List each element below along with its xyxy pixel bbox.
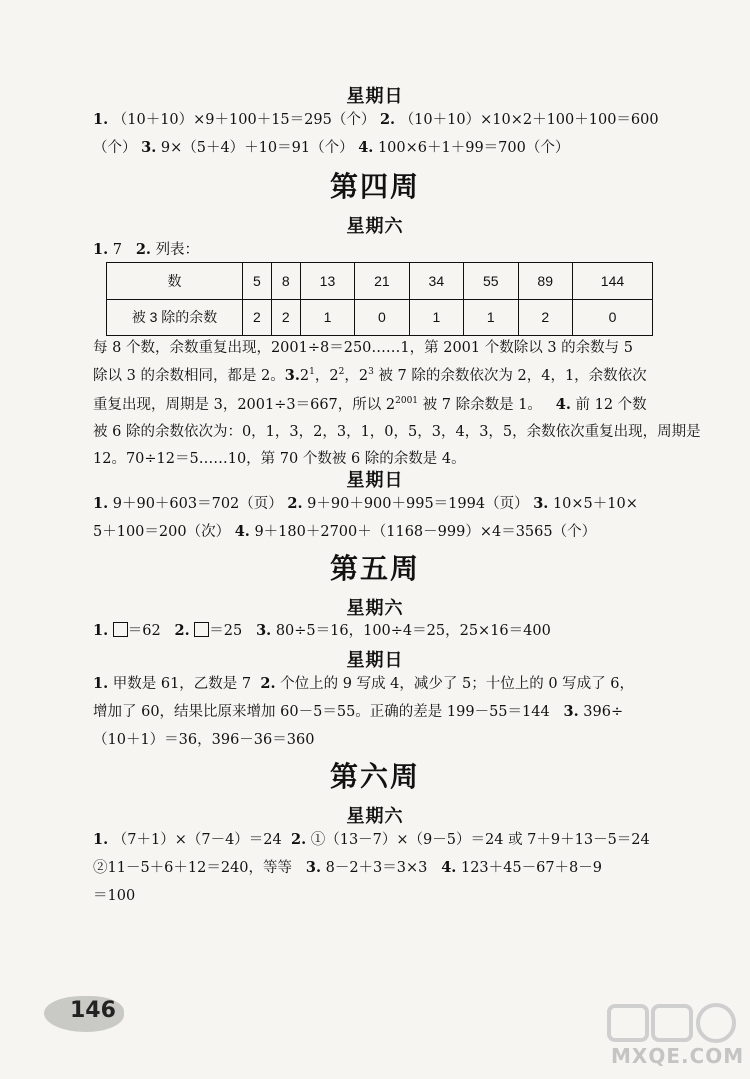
item-number: 4. [555, 395, 571, 413]
page-number: 146 [70, 998, 116, 1023]
exponent: 2 [338, 367, 345, 378]
item-number: 2. [260, 675, 276, 692]
paragraph-line: 被 6 除的余数依次为：0，1，3，2，3，1，0，5，3，4，3，5，余数依次重复出现，周期是 [93, 423, 701, 440]
answer-text: 被 7 除余数是 1。 [418, 396, 542, 413]
answer-text: （10＋10）×9＋100＋15＝295（个） [112, 112, 376, 128]
table-cell: 55 [464, 263, 518, 300]
answer-text: 增加了 60，结果比原来增加 60－5＝55。正确的差是 199－55＝144 [93, 704, 550, 721]
table-cell: 被 3 除的余数 [107, 299, 243, 336]
answer-text: 9＋90＋900＋995＝1994（页） [307, 496, 529, 512]
week-title-5: 第五周 [329, 552, 420, 585]
week-title-4: 第四周 [329, 170, 420, 203]
answer-text: 396÷ [583, 704, 624, 721]
table-cell: 1 [300, 299, 354, 336]
table-cell: 21 [355, 263, 409, 300]
blank-box-icon [194, 622, 209, 637]
answer-text: ＝25 [209, 623, 243, 639]
heading-sunday-5: 星期日 [346, 650, 404, 671]
answer-text: 前 12 个数 [575, 396, 647, 413]
item-number: 4. [234, 523, 250, 541]
item-number: 2. [135, 241, 151, 258]
remainder-table [106, 262, 653, 336]
answers-week4-sunday [93, 490, 673, 547]
table-cell: 5 [243, 263, 272, 300]
paragraph-line: 每 8 个数，余数重复出现，2001÷8＝250……1，第 2001 个数除以 3 的余数与 5 [93, 340, 634, 356]
item-number: 1. [93, 831, 109, 848]
item-number: 3. [141, 139, 157, 157]
item-number: 3. [563, 703, 579, 721]
paragraph-line: ＝100 [93, 887, 136, 904]
heading-saturday-6: 星期六 [346, 806, 404, 827]
item-number: 2. [174, 622, 190, 639]
answer-text: ，2 [344, 368, 369, 385]
answer-text: 9＋180＋2700＋（1168－999）×4＝3565（个） [254, 524, 597, 541]
table-cell: 8 [271, 263, 300, 300]
item-number: 3. [305, 859, 321, 877]
answer-text: ，2 [314, 368, 339, 385]
item-number: 1. [93, 495, 109, 512]
heading-saturday-5: 星期六 [346, 598, 404, 619]
item-number: 1. [93, 111, 109, 128]
item-number: 4. [358, 139, 374, 157]
item-number: 3. [284, 367, 300, 385]
item-number: 4. [441, 859, 457, 877]
exponent: 1 [309, 367, 315, 378]
table-cell: 0 [355, 299, 409, 336]
table-row [107, 299, 653, 336]
table-cell: 2 [518, 299, 572, 336]
item-number: 2. [290, 831, 307, 848]
answer-text: 80÷5＝16，100÷4＝25，25×16＝400 [275, 623, 551, 639]
heading-sunday-1: 星期日 [346, 86, 404, 107]
answer-text: 9×（5＋4）＋10＝91（个） [160, 140, 354, 157]
answer-text: ①（13－7）×（9－5）＝24 或 7＋9＋13－5＝24 [310, 832, 650, 848]
answer-text: 9＋90＋603＝702（页） [112, 496, 283, 512]
heading-sunday-4: 星期日 [346, 470, 404, 491]
table-cell: 2 [243, 299, 272, 336]
answer-text: （个） [93, 140, 137, 157]
answer-text: （10＋10）×10×2＋100＋100＝600 [399, 112, 659, 128]
table-cell: 89 [518, 263, 572, 300]
item-number: 1. [93, 622, 109, 639]
answer-text: ②11－5＋6＋12＝240，等等 [93, 860, 293, 877]
answer-text: 100×6＋1＋99＝700（个） [377, 140, 570, 157]
answer-text: 2 [299, 368, 310, 385]
table-cell: 0 [572, 299, 652, 336]
paragraph-line: 12。70÷12＝5……10，第 70 个数被 6 除的余数是 4。 [93, 451, 466, 468]
answers-week6-saturday [93, 826, 673, 910]
table-cell: 数 [107, 263, 243, 300]
answers-week4-saturday [93, 236, 673, 264]
answer-text: 10×5＋10× [552, 496, 638, 512]
answer-text: 除以 3 的余数相同，都是 2。 [93, 368, 285, 385]
answer-text: 甲数是 61，乙数是 7 [112, 676, 252, 692]
watermark [605, 1000, 745, 1070]
answer-text: 8－2＋3＝3×3 [325, 860, 428, 877]
table-cell: 34 [409, 263, 463, 300]
watermark-logo-icon [605, 1000, 740, 1046]
exponent: 2001 [395, 395, 419, 406]
item-number: 3. [533, 495, 549, 512]
item-number: 1. [93, 675, 109, 692]
watermark-text: MXQE.COM [611, 1044, 745, 1068]
answer-text: 5＋100＝200（次） [93, 524, 231, 541]
answer-text: 被 7 除的余数依次为 2，4，1，余数依次 [373, 368, 647, 385]
item-number: 2. [287, 495, 303, 512]
answer-text: 个位上的 9 写成 4，减少了 5；十位上的 0 写成了 6， [280, 676, 635, 692]
answer-text: （7＋1）×（7－4）＝24 [112, 832, 282, 848]
blank-box-icon [113, 622, 128, 637]
answer-text: ＝62 [127, 623, 161, 639]
answer-text: 123＋45－67＋8－9 [460, 860, 602, 877]
answer-text: 列表： [155, 242, 200, 258]
week-title-6: 第六周 [329, 760, 420, 793]
answer-text: 7 [112, 242, 122, 258]
paragraph-line: （10＋1）＝36，396－36＝360 [93, 731, 315, 748]
answer-text: 重复出现，周期是 3，2001÷3＝667，所以 2 [93, 396, 396, 413]
exponent: 3 [368, 367, 374, 378]
answers-week5-saturday [93, 617, 673, 645]
answers-week3-sunday [93, 106, 673, 163]
table-cell: 2 [271, 299, 300, 336]
item-number: 3. [256, 622, 272, 639]
page-number-badge [32, 992, 122, 1036]
item-number: 1. [93, 241, 109, 258]
heading-saturday-4: 星期六 [346, 216, 404, 237]
table-row [107, 263, 653, 300]
answers-week4-saturday-explanation [93, 335, 701, 473]
table-cell: 13 [300, 263, 354, 300]
answers-week5-sunday [93, 670, 673, 754]
table-cell: 1 [464, 299, 518, 336]
table-cell: 1 [409, 299, 463, 336]
item-number: 2. [379, 111, 396, 128]
table-cell: 144 [572, 263, 652, 300]
